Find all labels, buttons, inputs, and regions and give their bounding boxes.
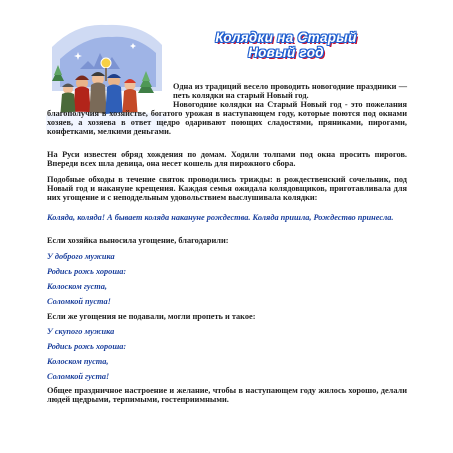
verse-line: Колоском густа, [47,282,107,291]
paragraph-carols-meaning: Новогодние колядки на Старый Новый год - это пожелания благополучия в хозяйстве, богатого урожая в наступающем году, которые поются под окнами хозяев, а хозяева в ответ щедро одаривают поющих сладостями, пряниками, пирогами, конфетками, мелкими деньгами. [47,100,407,136]
paragraph-rus-tradition: На Руси известен обряд хождения по домам. Ходили толпами под окна просить пирогов. Впереди всех шла девица, она несет кошель для пирожного сбора. [47,150,407,168]
verse-line: У доброго мужика [47,252,115,261]
verse-line: Родись рожь хороша: [47,342,127,351]
paragraph-no-treat: Если же угощения не подавали, могли пропеть и такое: [47,312,256,321]
verse-line: У скупого мужика [47,327,115,336]
title-line-2: Новый год [248,45,324,60]
paragraph-thanks: Если хозяйка выносила угощение, благодарили: [47,236,229,245]
paragraph-rounds: Подобные обходы в течение святок проводились трижды: в рождественский сочельник, под Новый год и накануне крещения. Каждая семья ожидала колядовщиков, приготавливала для них угощение и с неподдельным удовольствием выслушивала колядки: [47,175,407,202]
title-line-1: Колядки на Старый [215,30,357,45]
verse-line: Колоском пуста, [47,357,109,366]
verse-kolyada: Коляда, коляда! А бывает коляда накануне рождества. Коляда пришла, Рождество принесла. [47,213,394,222]
verse-line: Соломкой пуста! [47,297,111,306]
verse-line: Соломкой густа! [47,372,110,381]
verse-line: Родись рожь хороша: [47,267,127,276]
paragraph-intro: Одна из традиций весело проводить новогодние праздники — петь колядки на старый Новый год. [173,82,407,100]
title-block [161,30,411,64]
paragraph-conclusion: Общее праздничное настроение и желание, чтобы в наступающем году жилось хорошо, делали людей щедрыми, терпимыми, гостеприимными. [47,386,407,404]
